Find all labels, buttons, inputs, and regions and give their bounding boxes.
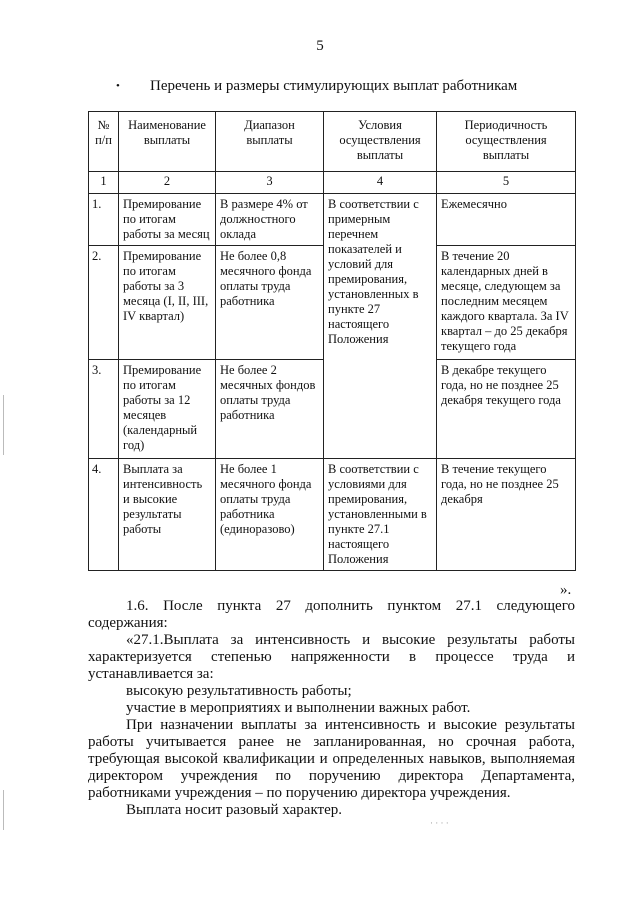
row-name: Премирование по итогам работы за 3 месяца (I, II, III, IV квартал) xyxy=(119,246,216,360)
column-number-row xyxy=(89,172,576,194)
row-num: 2. xyxy=(89,246,119,360)
col-number: 3 xyxy=(216,172,324,194)
header-num: № п/п xyxy=(89,112,119,172)
row-name: Премирование по итогам работы за 12 месяцев (календарный год) xyxy=(119,360,216,459)
scan-speckle: · · · · xyxy=(430,818,449,828)
paragraph: При назначении выплаты за интенсивность и высокие результаты работы учитывается ранее не запланированная, но срочная работа, требующая высокой квалификации и определенных навыков, выполняемая директором учреждения по поручению директора Департамента, работниками учреждения – по поручению директора учреждения. xyxy=(88,717,575,801)
row-range: Не более 2 месячных фондов оплаты труда работника xyxy=(216,360,324,459)
row-period: В течение 20 календарных дней в месяце, следующем за последним месяцем каждого квартала. За IV квартал – до 25 декабря текущего года xyxy=(437,246,576,360)
table-title: Перечень и размеры стимулирующих выплат работникам xyxy=(150,78,518,94)
quote-end: ». xyxy=(560,582,572,598)
col-number: 5 xyxy=(437,172,576,194)
row-period: Ежемесячно xyxy=(437,194,576,246)
header-name: Наименование выплаты xyxy=(119,112,216,172)
col-number: 4 xyxy=(324,172,437,194)
table-row xyxy=(89,459,576,571)
col-number: 2 xyxy=(119,172,216,194)
paragraph: «27.1.Выплата за интенсивность и высокие результаты работы характеризуется степенью напряженности в процессе труда и устанавливается за: xyxy=(88,632,575,682)
scan-edge-mark xyxy=(3,790,4,830)
payments-table xyxy=(88,111,576,571)
scan-edge-mark xyxy=(3,395,4,455)
row-period: В течение текущего года, но не позднее 25 декабря xyxy=(437,459,576,571)
paragraph: высокую результативность работы; xyxy=(126,683,352,699)
row-name: Выплата за интенсивность и высокие результаты работы xyxy=(119,459,216,571)
row-condition-merged: В соответствии с примерным перечнем показателей и условий для премирования, установленных в пункте 27 настоящего Положения xyxy=(324,194,437,459)
row-condition: В соответствии с условиями для премирования, установленными в пункте 27.1 настоящего Положения xyxy=(324,459,437,571)
table-row xyxy=(89,194,576,246)
header-period: Периодичность осуществления выплаты xyxy=(437,112,576,172)
row-range: Не более 1 месячного фонда оплаты труда работника (единоразово) xyxy=(216,459,324,571)
row-num: 4. xyxy=(89,459,119,571)
paragraph: 1.6. После пункта 27 дополнить пунктом 27.1 следующего содержания: xyxy=(88,598,575,631)
bullet-mark: • xyxy=(116,80,120,92)
row-num: 3. xyxy=(89,360,119,459)
table-header-row xyxy=(89,112,576,172)
paragraph: Выплата носит разовый характер. xyxy=(126,802,343,818)
row-range: Не более 0,8 месячного фонда оплаты труда работника xyxy=(216,246,324,360)
paragraph: участие в мероприятиях и выполнении важных работ. xyxy=(126,700,471,716)
header-condition: Условия осуществления выплаты xyxy=(324,112,437,172)
col-number: 1 xyxy=(89,172,119,194)
row-num: 1. xyxy=(89,194,119,246)
row-range: В размере 4% от должностного оклада xyxy=(216,194,324,246)
row-period: В декабре текущего года, но не позднее 25 декабря текущего года xyxy=(437,360,576,459)
body-text xyxy=(88,598,575,819)
header-range: Диапазон выплаты xyxy=(216,112,324,172)
row-name: Премирование по итогам работы за месяц xyxy=(119,194,216,246)
page-number: 5 xyxy=(316,38,324,54)
